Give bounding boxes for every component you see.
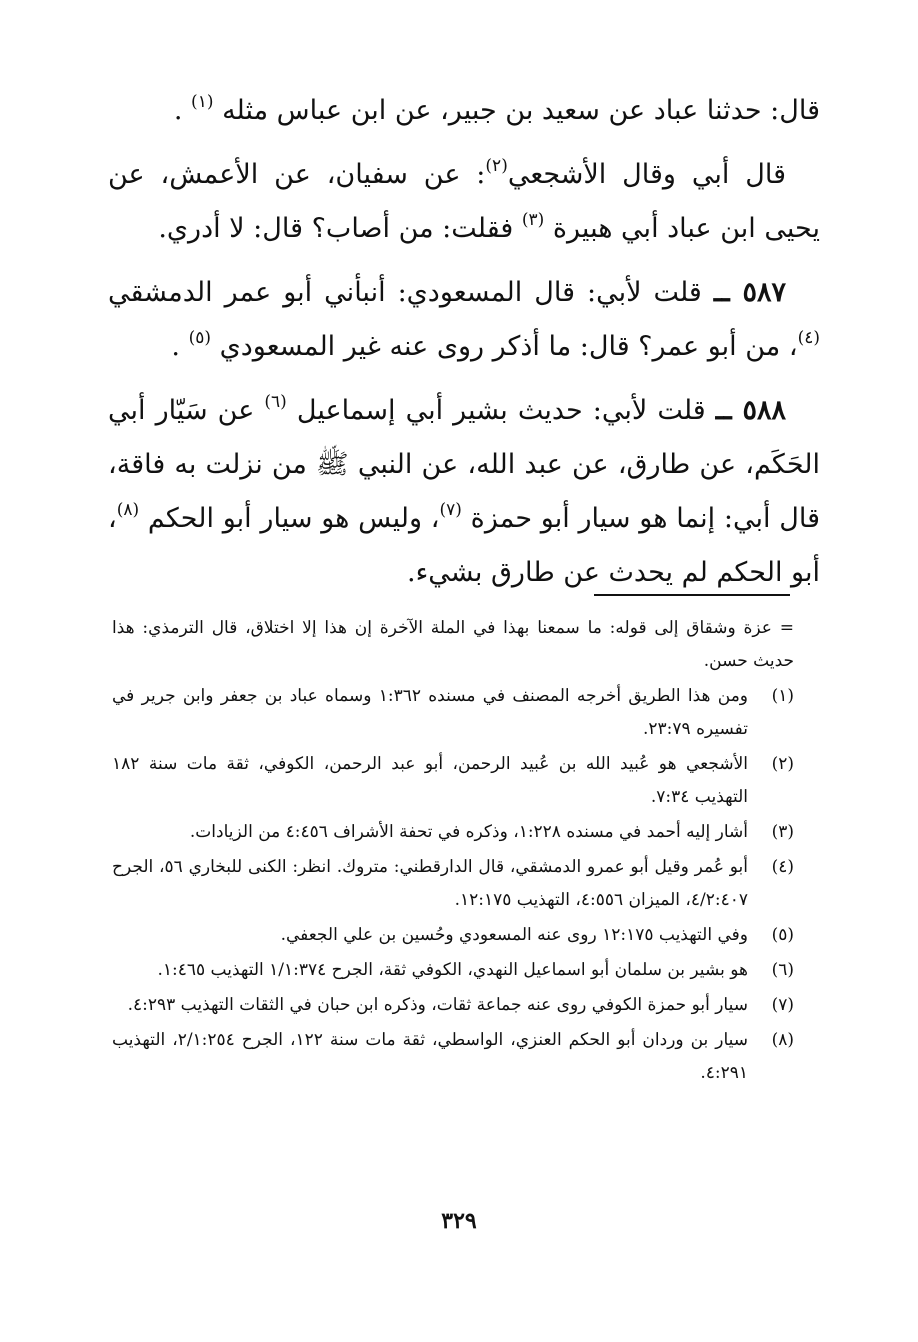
entry-587 bbox=[108, 266, 820, 374]
paragraph-text: فقلت: من أصاب؟ قال: لا أدري. bbox=[158, 213, 514, 244]
footnote-text: الأشجعي هو عُبيد الله بن عُبيد الرحمن، أبو عبد الرحمن، الكوفي، ثقة مات سنة ١٨٢ التهذيب ٧:٣٤. bbox=[112, 754, 748, 807]
page-number: ٣٢٩ bbox=[441, 1208, 477, 1234]
paragraph-text: عن سَيّار أبي الحَكَم، عن طارق، عن عبد الله، عن النبي ﷺ من نزلت به فاقة، قال أبي: إنما هو سيار أبو حمزة bbox=[108, 395, 820, 534]
footnote-number: (١) bbox=[771, 686, 794, 706]
footnote-number: (٨) bbox=[771, 1030, 794, 1050]
footnote-2 bbox=[112, 748, 794, 814]
paragraph-text: قال أبي وقال الأشجعي bbox=[507, 159, 786, 190]
entry-number: ٥٨٨ ــ bbox=[715, 395, 786, 426]
footnote-text: سيار بن وردان أبو الحكم العنزي، الواسطي، ثقة مات سنة ١٢٢، الجرح ٢/١:٢٥٤، التهذيب ٤:٢٩١. bbox=[112, 1030, 749, 1083]
footnote-ref: (٥) bbox=[188, 328, 212, 348]
footnote-text: ومن هذا الطريق أخرجه المصنف في مسنده ١:٣٦٢ وسماه عباد بن جعفر وابن جرير في تفسيره ٢٣:٧٩. bbox=[112, 686, 749, 739]
footnote-continuation: = عزة وشقاق إلى قوله: ما سمعنا بهذا في الملة الآخرة إن هذا إلا اختلاق، قال الترمذي: هذا حديث حسن. bbox=[112, 618, 794, 671]
footnote-ref: (٤) bbox=[797, 328, 820, 348]
footnote-text: أشار إليه أحمد في مسنده ١:٢٢٨، وذكره في تحفة الأشراف ٤:٤٥٦ من الزيادات. bbox=[189, 822, 748, 842]
footnote-text: هو بشير بن سلمان أبو اسماعيل النهدي، الكوفي ثقة، الجرح ١/١:٣٧٤ التهذيب ١:٤٦٥. bbox=[157, 960, 748, 980]
footnote-number: (٢) bbox=[771, 754, 794, 774]
footnote-ref: (٦) bbox=[264, 392, 287, 412]
footnote-divider bbox=[594, 594, 790, 596]
entry-number: ٥٨٧ ــ bbox=[713, 277, 786, 308]
footnote-text: وفي التهذيب ١٢:١٧٥ روى عنه المسعودي وحُسين بن علي الجعفي. bbox=[280, 925, 748, 945]
footnote-7 bbox=[112, 989, 794, 1022]
paragraph-end: . bbox=[171, 331, 181, 362]
paragraph-1 bbox=[108, 84, 820, 138]
paragraph-text: ، وليس هو سيار أبو الحكم bbox=[147, 503, 440, 534]
main-text bbox=[108, 84, 820, 610]
entry-588 bbox=[108, 384, 820, 600]
footnote-ref: (١) bbox=[191, 92, 214, 112]
footnote-ref: (٢) bbox=[485, 156, 508, 176]
footnote-8 bbox=[112, 1024, 794, 1090]
footnote-number: (٥) bbox=[771, 925, 794, 945]
footnote-ref: (٧) bbox=[439, 500, 462, 520]
footnote-ref: (٣) bbox=[521, 210, 545, 230]
paragraph-2 bbox=[108, 148, 820, 256]
footnote-number: (٤) bbox=[771, 857, 794, 877]
footnote-text: أبو عُمر وقيل أبو عمرو الدمشقي، قال الدارقطني: متروك. انظر: الكنى للبخاري ٥٦، الجرح ٤/٢:٤٠٧، الميزان ٤:٥٥٦، التهذيب ١٢:١٧٥. bbox=[112, 857, 748, 910]
footnote-6 bbox=[112, 954, 794, 987]
paragraph-text: ، من أبو عمر؟ قال: ما أذكر روى عنه غير المسعودي bbox=[219, 331, 798, 362]
footnote-number: (٣) bbox=[771, 822, 794, 842]
paragraph-text: ، أبو الحكم لم يحدث عن طارق بشيء. bbox=[108, 503, 820, 588]
footnote-number: (٧) bbox=[771, 995, 794, 1015]
paragraph-text: قلت لأبي: حديث بشير أبي إسماعيل bbox=[296, 395, 706, 426]
paragraph-text: : عن سفيان، عن الأعمش، عن يحيى ابن عباد أبي هبيرة bbox=[108, 159, 820, 244]
paragraph-text: قال: حدثنا عباد عن سعيد بن جبير، عن ابن عباس مثله bbox=[222, 95, 820, 126]
footnote-1 bbox=[112, 680, 794, 746]
footnote-5 bbox=[112, 919, 794, 952]
footnote-text: سيار أبو حمزة الكوفي روى عنه جماعة ثقات، وذكره ابن حبان في الثقات التهذيب ٤:٢٩٣. bbox=[127, 995, 748, 1015]
paragraph-text: قلت لأبي: قال المسعودي: أنبأني أبو عمر الدمشقي bbox=[108, 277, 702, 308]
footnotes bbox=[112, 612, 794, 1092]
footnote-number: (٦) bbox=[771, 960, 794, 980]
paragraph-end: . bbox=[173, 95, 183, 126]
footnote-ref: (٨) bbox=[116, 500, 140, 520]
footnote-3 bbox=[112, 816, 794, 849]
footnote-4 bbox=[112, 851, 794, 917]
